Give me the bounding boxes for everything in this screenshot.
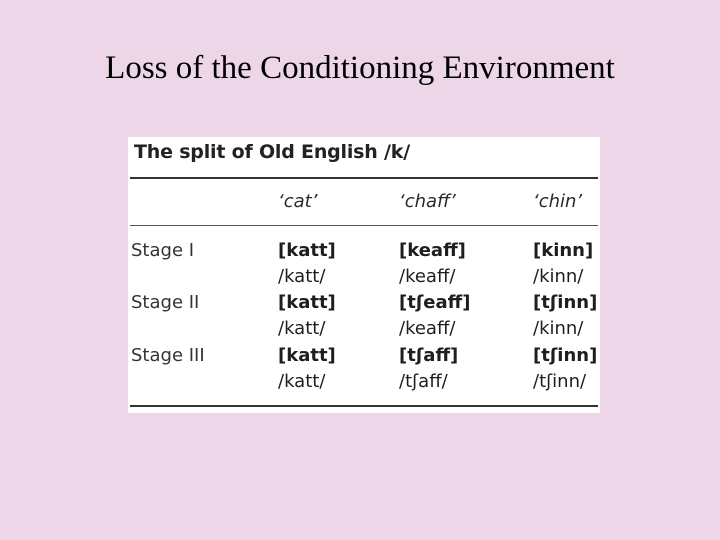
stage-label-3: Stage III [131, 345, 205, 366]
table-cell: [tʃaff] [399, 345, 459, 366]
split-table-image [128, 137, 600, 413]
table-cell: [tʃinn] [533, 345, 598, 366]
slide-title: Loss of the Conditioning Environment [105, 50, 615, 86]
table-cell: /katt/ [278, 371, 326, 392]
table-cell: [katt] [278, 292, 336, 313]
table-cell: [katt] [278, 345, 336, 366]
table-cell: /katt/ [278, 318, 326, 339]
table-cell: /tʃaff/ [399, 371, 448, 392]
table-cell: /tʃinn/ [533, 371, 587, 392]
table-top-rule [130, 177, 598, 179]
table-header-rule [130, 225, 598, 226]
table-cell: /katt/ [278, 266, 326, 287]
table-cell: [kinn] [533, 240, 594, 261]
table-cell: [keaff] [399, 240, 466, 261]
table-cell: /kinn/ [533, 266, 584, 287]
table-cell: /kinn/ [533, 318, 584, 339]
table-cell: [tʃinn] [533, 292, 598, 313]
table-cell: [tʃeaff] [399, 292, 471, 313]
table-cell: /keaff/ [399, 266, 456, 287]
column-header-chin: ‘chin’ [533, 191, 583, 212]
stage-label-2: Stage II [131, 292, 200, 313]
stage-label-1: Stage I [131, 240, 195, 261]
column-header-chaff: ‘chaff’ [399, 191, 456, 212]
table-title: The split of Old English /k/ [134, 141, 410, 163]
table-cell: [katt] [278, 240, 336, 261]
table-cell: /keaff/ [399, 318, 456, 339]
table-bottom-rule [130, 405, 598, 407]
column-header-cat: ‘cat’ [278, 191, 318, 212]
